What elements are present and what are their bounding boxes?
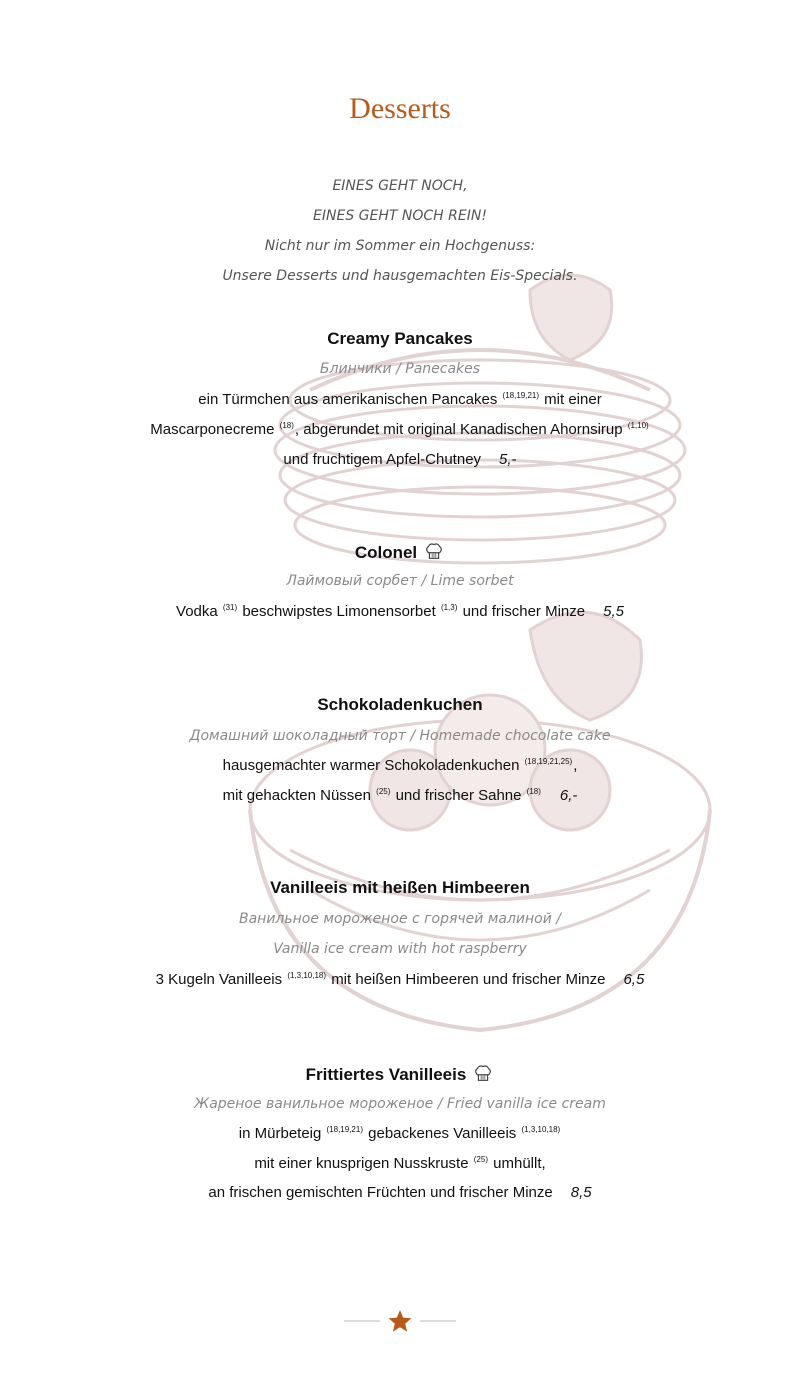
dish-desc-pancakes-3: und fruchtigem Apfel-Chutney 5,- (283, 451, 517, 468)
dish-desc-fried-1: in Mürbeteig $^{(18,19,21)}$ gebackenes Vanilleeis $^{(1,3,10,18)}$ (238, 1125, 561, 1142)
dish-title-cake: Schokoladenkuchen (317, 695, 483, 714)
dish-subtitle-colonel: Лаймовый сорбет / Lime sorbet (286, 573, 514, 589)
dish-desc-pancakes-1: ein Türmchen aus amerikanischen Pancakes $^{(18,19,21)}$ mit einer (198, 391, 602, 408)
dish-desc-fried-2: mit einer knusprigen Nusskruste $^{(25)}$ umhüllt, (254, 1155, 546, 1172)
dish-title-vanilla: Vanilleeis mit heißen Himbeeren (270, 878, 530, 897)
intro-line-2: EINES GEHT NOCH REIN! (313, 208, 487, 224)
dish-desc-colonel-1: Vodka $^{(31)}$ beschwipstes Limonensorbet $^{(1,3)}$ und frischer Minze 5,5 (176, 603, 624, 620)
dish-subtitle-vanilla-2: Vanilla ice cream with hot raspberry (273, 941, 527, 957)
star-icon (389, 1310, 412, 1332)
dish-subtitle-fried: Жареное ванильное мороженое / Fried vanilla ice cream (194, 1096, 606, 1112)
dish-subtitle-cake: Домашний шоколадный торт / Homemade chocolate cake (189, 728, 611, 744)
dish-title-pancakes: Creamy Pancakes (327, 329, 473, 348)
dish-desc-pancakes-2: Mascarponecreme $^{(18)}$, abgerundet mit original Kanadischen Ahornsirup $^{(1,10)}$ (150, 421, 649, 438)
dish-desc-cake-2: mit gehackten Nüssen $^{(25)}$ und frischer Sahne $^{(18)}$ 6,- (222, 787, 578, 804)
dish-subtitle-pancakes: Блинчики / Panecakes (319, 361, 481, 377)
dish-price-fried: 8,5 (570, 1184, 592, 1201)
dish-subtitle-vanilla-1: Ванильное мороженое с горячей малиной / (239, 911, 561, 927)
dish-desc-fried-3: an frischen gemischten Früchten und frischer Minze 8,5 (208, 1184, 592, 1201)
intro-line-1: EINES GEHT NOCH, (332, 178, 468, 194)
intro-line-4: Unsere Desserts und hausgemachten Eis-Specials. (222, 268, 578, 284)
dish-price-colonel: 5,5 (603, 603, 624, 620)
dish-title-fried: Frittiertes Vanilleeis (0, 1062, 800, 1085)
dish-price-pancakes: 5,- (499, 451, 517, 468)
dish-price-vanilla: 6,5 (623, 971, 645, 988)
dish-price-cake: 6,- (559, 787, 578, 804)
chef-hat-icon (472, 1062, 494, 1084)
dish-title-colonel: Colonel (0, 540, 800, 563)
dish-desc-cake-1: hausgemachter warmer Schokoladenkuchen $^{(18,19,21,25)}$, (222, 757, 578, 774)
chef-hat-icon (423, 540, 445, 562)
page-title: Desserts (349, 92, 451, 125)
intro-line-3: Nicht nur im Sommer ein Hochgenuss: (264, 238, 536, 254)
dish-desc-vanilla-1: 3 Kugeln Vanilleeis $^{(1,3,10,18)}$ mit heißen Himbeeren und frischer Minze 6,5 (155, 971, 645, 988)
footer-ornament (340, 1306, 460, 1336)
